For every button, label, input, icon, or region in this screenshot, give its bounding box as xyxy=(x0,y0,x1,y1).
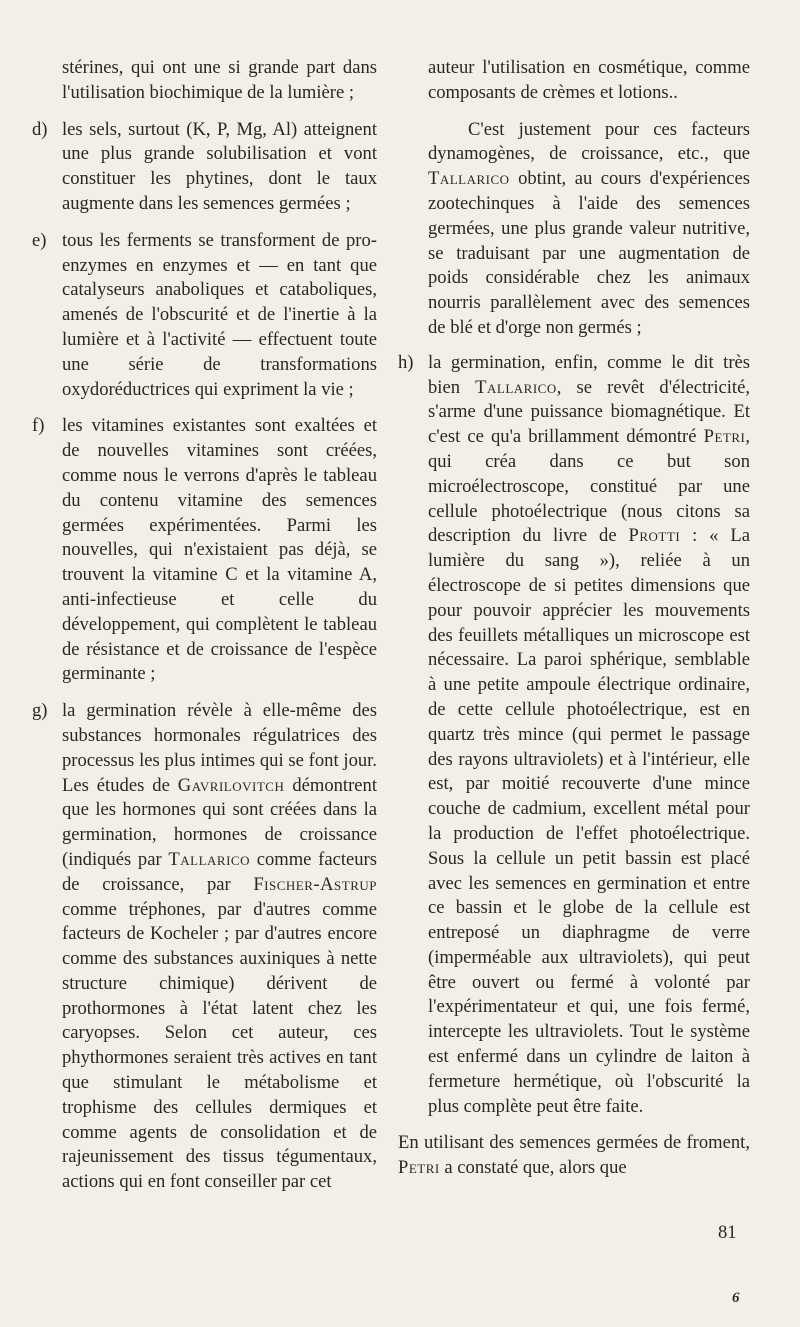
list-item-text: : « La lumière du sang »), reliée à un électroscope de si petites dimensions que pour pouvoir apprécier les mouvements des feuillets métalliques un microscope est nécessaire. La paroi sphérique, semblable à une petite ampoule électrique ordinaire, de cette cellule photoélectrique, est en quartz très mince (qui permet le passage des rayons ultraviolets) et à l'intérieur, elle est, par moitié recouverte d'une mince couche de cadmium, excellent métal pour la production de l'effet photoélectrique. Sous la cellule un petit bassin est placé avec les semences en germination et entre ce bassin et le globe de la cellule est entreposé un diaphragme de verre (imperméable aux ultraviolets), qui peut être ouvert ou fermé à volonté par l'expérimentateur et qui, une fois fermé, intercepte les ultraviolets. Tout le système est enfermé dans un cylindre de laiton à fermeture hermétique, où l'obscurité la plus complète peut être faite. xyxy=(428,525,750,1117)
list-marker: h) xyxy=(398,351,414,373)
author-name: Protti xyxy=(628,525,681,547)
list-item-h xyxy=(398,351,750,1120)
list-item-g xyxy=(32,699,377,1195)
paragraph-text: obtint, au cours d'expériences zootechinques à l'aide des semences germées, une plus grande valeur nutritive, se traduisant par une augmentation de poids considérable chez les animaux nourris parallèlement avec des semences de blé et d'orge non germés ; xyxy=(428,168,750,338)
list-item-f xyxy=(32,414,377,687)
final-paragraph xyxy=(398,1131,750,1181)
list-item-e xyxy=(32,229,377,403)
list-item-text: comme tréphones, par d'autres comme facteurs de Kocheler ; par d'autres encore comme des substances auxiniques à nette structure chimique) dérivent de prothormones à l'état latent chez les caryopses. Selon cet auteur, ces phythormones seraient très actives en tant que stimulant le métabolisme et trophisme des cellules dermiques et comme agents de consolidation et de rajeunissement des tissus tégumentaux, actions qui en font conseiller par cet xyxy=(62,898,377,1193)
list-item-text: les sels, surtout (K, P, Mg, Al) atteignent une plus grande solubilisation et vont constituer les phytines, dont le taux augmente dans les semences germées ; xyxy=(62,118,377,214)
list-item-text: , qui créa dans ce but son microélectroscope, constitué par une cellule photoélectrique (nous citons sa description du livre de xyxy=(428,426,750,547)
author-name: Fischer-Astrup xyxy=(253,873,377,895)
author-name: Petri xyxy=(398,1157,440,1179)
right-column xyxy=(398,56,750,1181)
list-item-text: comme facteurs de croissance, par xyxy=(62,848,377,895)
list-item-text: démontrent que les hormones qui sont créées dans la germination, hormones de croissance (indiqués par xyxy=(62,774,377,870)
list-item-text: la germination, enfin, comme le dit très bien xyxy=(428,351,750,398)
author-name: Tallarico xyxy=(428,168,510,190)
list-marker: d) xyxy=(32,118,48,140)
continuation-text-left: stérines, qui ont une si grande part dans l'utilisation biochimique de la lumière ; xyxy=(62,57,377,103)
list-item-d xyxy=(32,118,377,217)
list-marker: e) xyxy=(32,229,47,251)
author-name: Petri xyxy=(703,426,746,448)
list-item-text: , se revêt d'électricité, s'arme d'une puissance biomagnétique. Et c'est ce qu'a brillamment démontré xyxy=(428,376,750,448)
page-number: 81 xyxy=(718,1222,737,1243)
list-marker: f) xyxy=(32,415,45,437)
continuation-text-right: auteur l'utilisation en cosmétique, comme composants de crèmes et lotions.. xyxy=(428,57,750,103)
list-item-text: tous les ferments se transforment de pro-enzymes en enzymes et — en tant que catalyseurs anaboliques et cataboliques, amenés de l'obscurité et de l'inertie à la lumière et à l'activité — effectuent toute une série de transformations oxydoréductrices qui expriment la vie ; xyxy=(62,229,377,400)
author-name: Gavrilovitch xyxy=(177,774,285,796)
author-name: Tallarico xyxy=(168,848,250,870)
signature-mark: 6 xyxy=(732,1290,740,1306)
paragraph-text: a constaté que, alors que xyxy=(439,1157,627,1179)
left-column xyxy=(32,56,377,1207)
author-name: Tallarico xyxy=(475,376,557,398)
list-marker: g) xyxy=(32,700,48,722)
list-item-text: les vitamines existantes sont exaltées et de nouvelles vitamines sont créées, comme nous le verrons d'après le tableau du contenu vitamine des semences germées expérimentées. Parmi les nouvelles, qui n'existaient pas déjà, se trouvent la vitamine C et la vitamine A, anti-infectieuse et celle du développement, qui complètent le tableau de résistance et de croissance de l'espèce germinante ; xyxy=(62,415,377,685)
list-item-text: la germination révèle à elle-même des substances hormonales régulatrices des processus les plus intimes qui se font jour. Les études de xyxy=(62,700,377,796)
paragraph xyxy=(428,118,750,341)
paragraph-text: En utilisant des semences germées de froment, xyxy=(398,1132,750,1154)
paragraph-text: C'est justement pour ces facteurs dynamogènes, de croissance, etc., que xyxy=(428,118,750,165)
